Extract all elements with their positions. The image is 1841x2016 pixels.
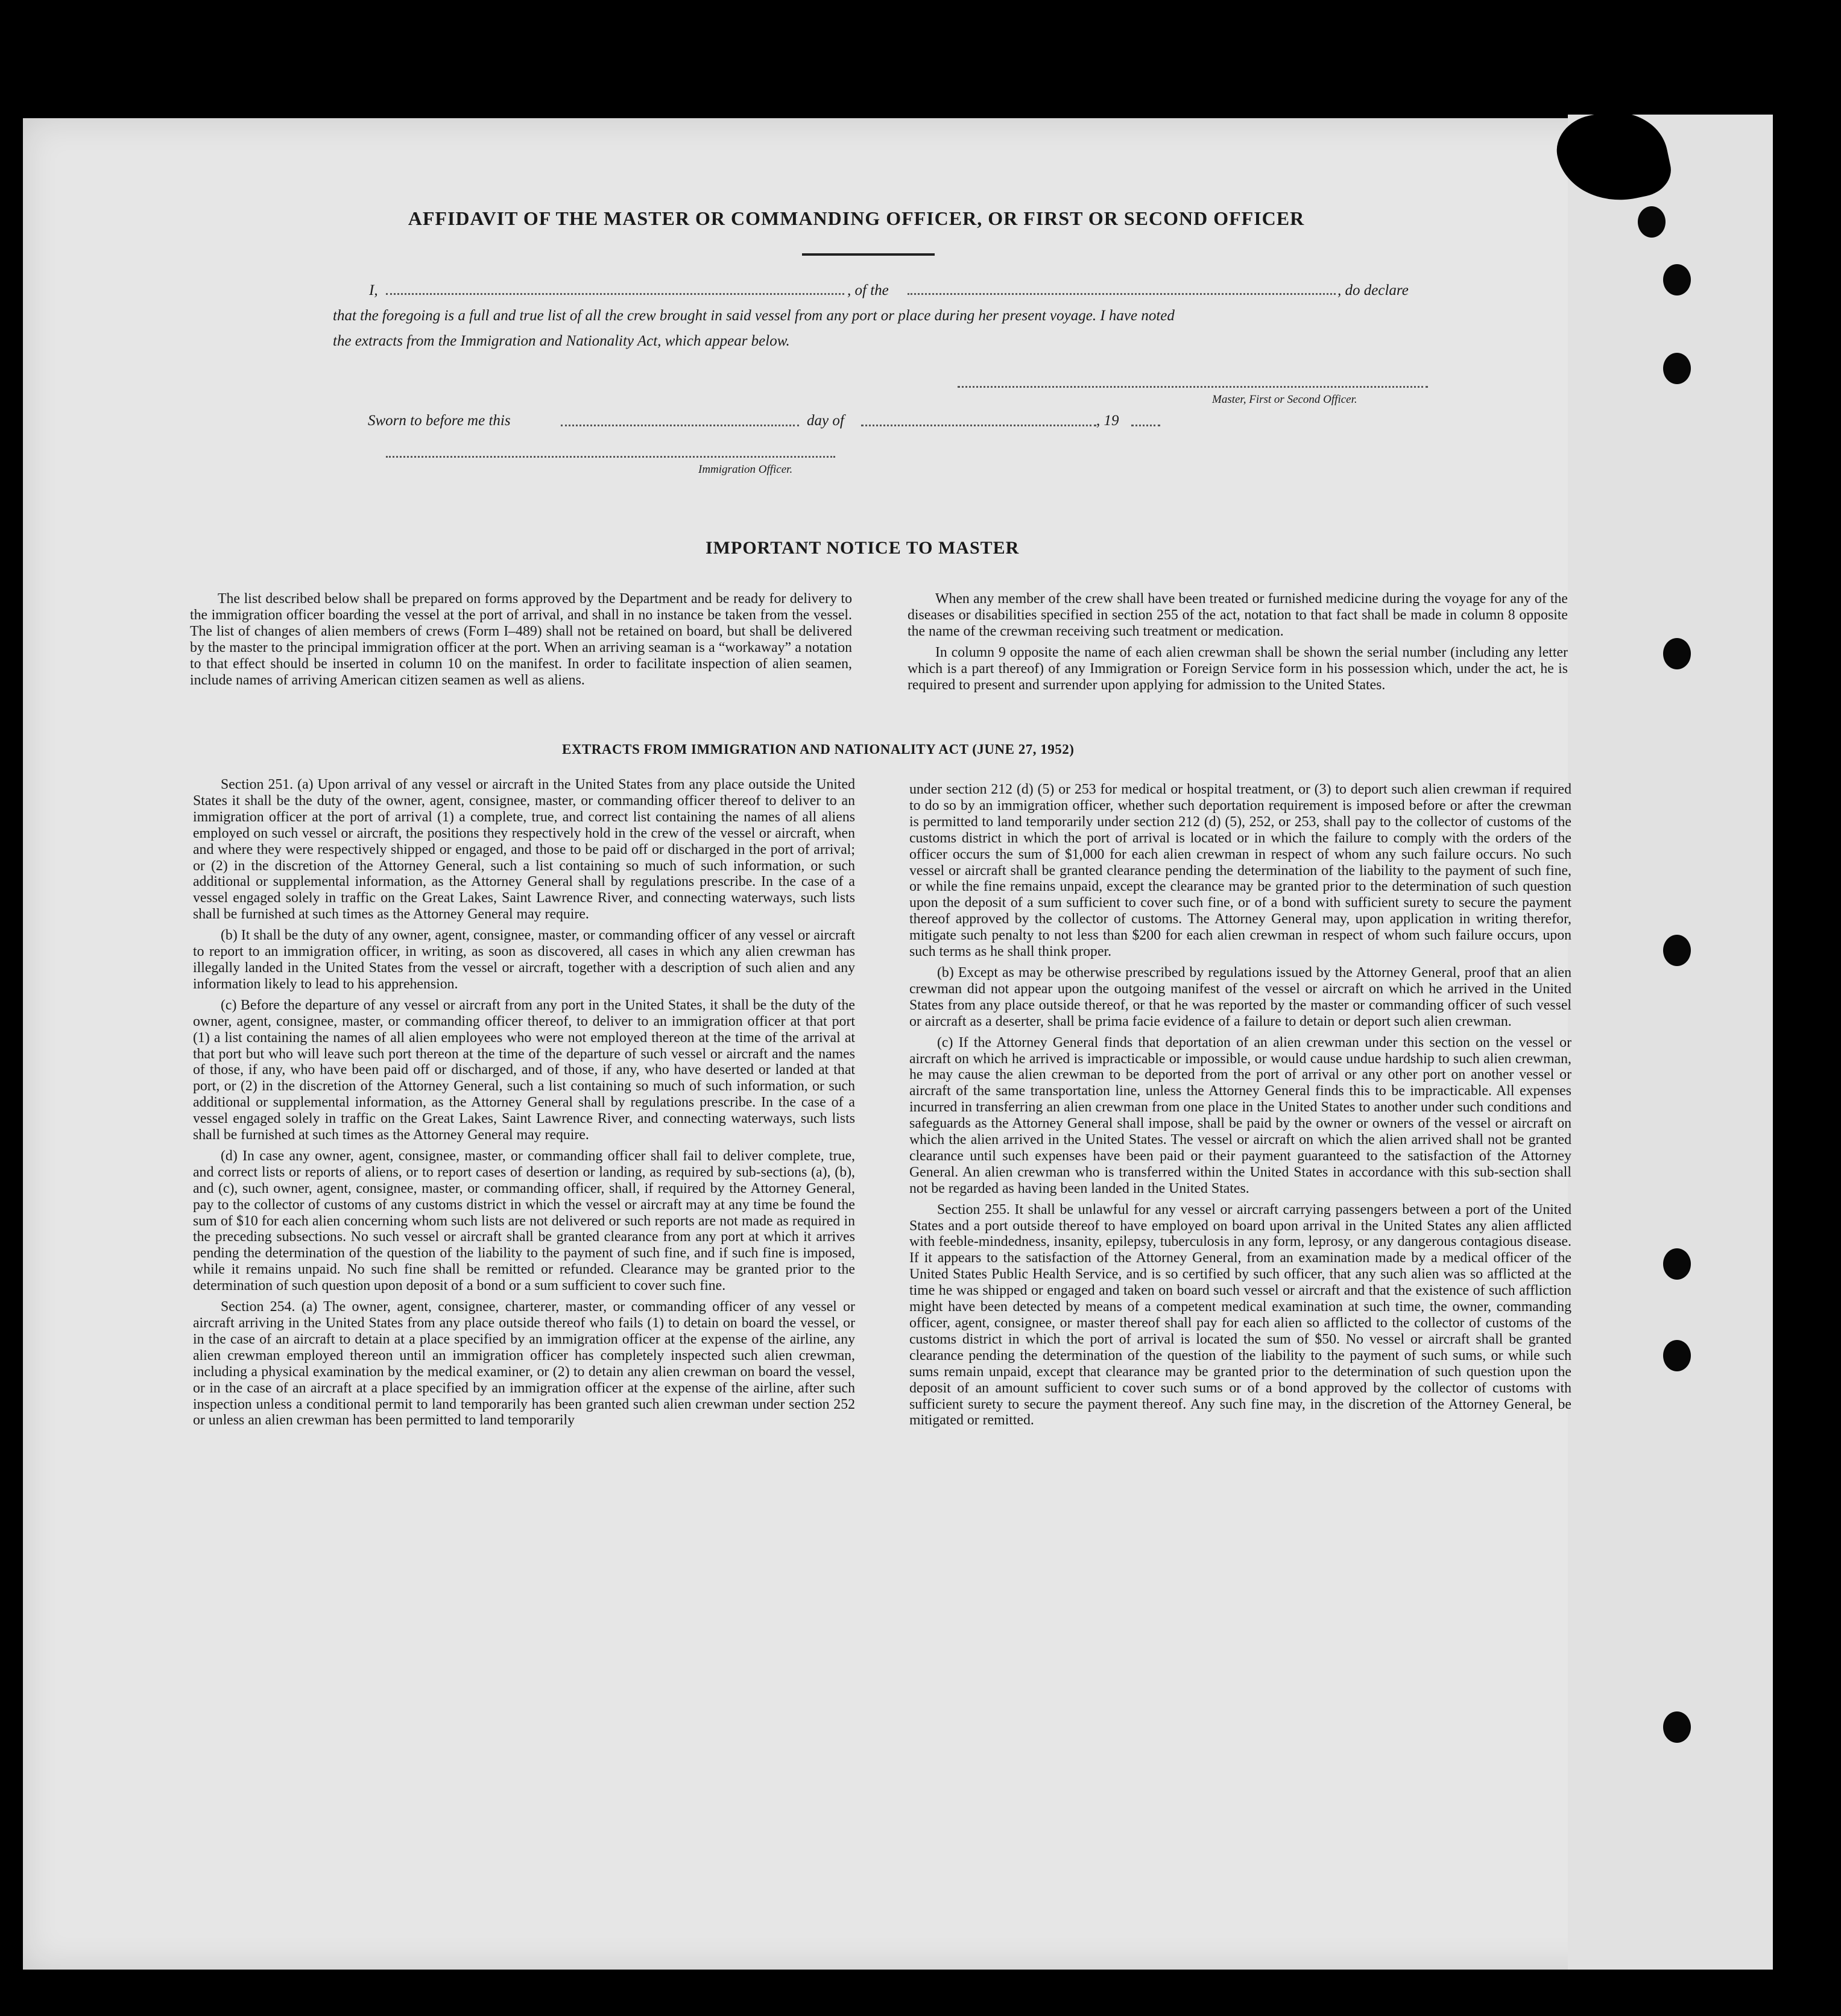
notice-right-column [908, 591, 1568, 698]
punch-hole-icon [1663, 935, 1691, 966]
extract-left-0: Section 251. (a) Upon arrival of any vessel or aircraft in the United States from any place outside the United States it shall be the duty of the owner, agent, consignee, master, or commanding officer thereof to deliver to an immigration officer at the port of arrival (1) a complete, true, and correct list containing the names of all aliens employed on such vessel or aircraft, the positions they respectively hold in the crew of the vessel or aircraft, when and where they were respectively shipped or engaged, and those to be paid off or discharged in the port of arrival; or (2) in the discretion of the Attorney General, such a list containing so much of such information, or such additional or supplemental information, as the Attorney General shall by regulations prescribe. In the case of a vessel engaged solely in traffic on the Great Lakes, Saint Lawrence River, and connecting waterways, such lists shall be furnished at such times as the Attorney General may require. [193, 777, 855, 923]
affidavit-i-label: I, [369, 282, 378, 299]
title-rule [802, 253, 935, 256]
extract-left-3: (d) In case any owner, agent, consignee, master, or commanding officer shall fail to deliver complete, true, and correct lists or reports of aliens, or to report cases of desertion or landing, as required by sub-sections (a), (b), and (c), such owner, agent, consignee, master, or commanding officer, shall, if required by the Attorney General, pay to the collector of customs of any customs district in which the vessel or aircraft may at any time be found the sum of $10 for each alien concerning whom such lists are not delivered or such reports are not made as required in the preceding subsections. No such vessel or aircraft shall be granted clearance from any port at which it arrives pending the determination of the question of the liability to the payment of such fine, and if such fine is imposed, while it remains unpaid. No such fine shall be remitted or refunded. Clearance may be granted prior to the determination of such question upon deposit of a bond or a sum sufficient to cover such fine. [193, 1148, 855, 1294]
punch-hole-icon [1663, 638, 1691, 669]
master-signature-line[interactable] [958, 386, 1428, 388]
page-right-margin [1568, 115, 1773, 1970]
punch-hole-icon [1638, 206, 1666, 238]
sworn-year-field[interactable] [1131, 425, 1160, 426]
extracts-left-column [193, 777, 855, 1433]
punch-hole-icon [1663, 1711, 1691, 1743]
notice-left-column [190, 591, 852, 693]
extract-left-1: (b) It shall be the duty of any owner, agent, consignee, master, or commanding officer of any vessel or aircraft to report to an immigration officer, in writing, as soon as discovered, all cases in which any alien crewman has illegally landed in the United States from the vessel or aircraft, together with a description of such alien and any information likely to lead to his apprehension. [193, 927, 855, 992]
officer-signature-line[interactable] [386, 456, 835, 458]
declaration-line-1: that the foregoing is a full and true list of all the crew brought in said vessel from any port or place during her present voyage. I have noted [333, 308, 1175, 324]
sworn-day-field[interactable] [561, 425, 799, 426]
notice-title: IMPORTANT NOTICE TO MASTER [706, 538, 1020, 558]
notice-left-paragraph: The list described below shall be prepared on forms approved by the Department and be ready for delivery to the immigration officer boarding the vessel at the port of arrival, and shall in no instance be taken from the vessel. The list of changes of alien members of crews (Form I–489) shall not be retained on board, but shall be delivered by the master to the principal immigration officer at the port. When an arriving seaman is a “workaway” a notation to that effect should be inserted in column 10 on the manifest. In order to facilitate inspection of alien seamen, include names of arriving American citizen seamen as well as aliens. [190, 591, 852, 688]
extracts-title: EXTRACTS FROM IMMIGRATION AND NATIONALITY ACT (JUNE 27, 1952) [562, 742, 1075, 757]
notice-right-paragraph-1: When any member of the crew shall have been treated or furnished medicine during the voyage for any of the diseases or disabilities specified in section 255 of the act, notation to that fact shall be made in column 8 opposite the name of the crewman receiving such treatment or medication. [908, 591, 1568, 639]
name-field[interactable] [386, 293, 844, 295]
master-caption: Master, First or Second Officer. [1212, 393, 1357, 406]
extract-right-1: (b) Except as may be otherwise prescribed by regulations issued by the Attorney General, proof that an alien crewman did not appear upon the outgoing manifest of the vessel or aircraft on which he arrived in the United States from any place outside thereof, or that he was reported by the master or commanding officer of such vessel or aircraft as a deserter, shall be prima facie evidence of a failure to detain or deport such alien crewman. [909, 964, 1571, 1029]
sworn-label: Sworn to before me this [368, 412, 511, 429]
do-declare-label: , do declare [1337, 282, 1409, 299]
vessel-field[interactable] [908, 293, 1336, 295]
year-prefix: , 19 [1096, 412, 1119, 429]
punch-hole-icon [1663, 264, 1691, 295]
day-of-label: day of [807, 412, 844, 429]
extract-right-2: (c) If the Attorney General finds that deportation of an alien crewman under this section on the vessel or aircraft on which he arrived is impracticable or impossible, or would cause undue hardship to such alien crewman, he may cause the alien crewman to be deported from the port of arrival or any other port on another vessel or aircraft of the same transportation line, unless the Attorney General finds this to be impracticable. All expenses incurred in transferring an alien crewman from one place in the United States to another under such conditions and safeguards as the Attorney General shall impose, shall be paid by the owner or owners of the vessel or aircraft on which the alien arrived in the United States. The vessel or aircraft on which the alien arrived shall not be granted clearance until such expenses have been paid or their payment guaranteed to the satisfaction of the Attorney General. An alien crewman who is transferred within the United States in accordance with this sub-section shall not be regarded as having been landed in the United States. [909, 1034, 1571, 1196]
punch-hole-icon [1663, 1340, 1691, 1371]
of-the-label: , of the [847, 282, 889, 299]
sworn-month-field[interactable] [861, 425, 1096, 426]
officer-caption: Immigration Officer. [698, 463, 793, 476]
punch-hole-icon [1663, 353, 1691, 384]
extract-right-3: Section 255. It shall be unlawful for any vessel or aircraft carrying passengers between a port of the United States and a port outside thereof to have employed on board upon arrival in the United States any alien afflicted with feeble-mindedness, insanity, epilepsy, tuberculosis in any form, leprosy, or any dangerous contagious disease. If it appears to the satisfaction of the Attorney General, from an examination made by a medical officer of the United States Public Health Service, and is so certified by such officer, that any such alien was so afflicted at the time he was shipped or engaged and taken on board such vessel or aircraft and that the existence of such affliction might have been detected by means of a competent medical examination at such time, the owner, commanding officer, agent, consignee, or master thereof shall pay for each alien so afflicted to the collector of customs of the customs district in which the port of arrival is located the sum of $50. No vessel or aircraft shall be granted clearance pending the determination of the question of the liability to the payment of such sums, or while such sums remain unpaid, except that clearance may be granted prior to the determination of such question upon the deposit of an amount sufficient to cover such sums or of a bond approved by the collector of customs with sufficient surety to secure the payment thereof. Any such fine may, in the discretion of the Attorney General, be mitigated or remitted. [909, 1201, 1571, 1429]
extract-right-0: under section 212 (d) (5) or 253 for medical or hospital treatment, or (3) to deport such alien crewman if required to do so by an immigration officer, whether such deportation requirement is imposed before or after the crewman is permitted to land temporarily under section 212 (d) (5), 252, or 253, shall pay to the collector of customs of the customs district in which the port of arrival is located or in which the failure to comply with the orders of the officer occurs the sum of $1,000 for each alien crewman in respect of whom any such failure occurs. No such vessel or aircraft shall be granted clearance pending the determination of the liability to the payment of such fine, or while the fine remains unpaid, except the clearance may be granted prior to the determination of such question upon the deposit of a sum sufficient to cover such fine, or of a bond with sufficient surety to secure the payment thereof approved by the collector of customs. The Attorney General may, upon application in writing therefor, mitigate such penalty to not less than $200 for each alien crewman in respect of whom such failure occurs, upon such terms as he shall think proper. [909, 782, 1571, 960]
extract-left-2: (c) Before the departure of any vessel or aircraft from any port in the United States, it shall be the duty of the owner, agent, consignee, master, or commanding officer thereof, to deliver to an immigration officer at that port (1) a list containing the names of all alien employees who were not employed thereon at the time of the arrival at that port but who will leave such port thereon at the time of the departure of such vessel or aircraft and the names of those, if any, who have been paid off or discharged, and of those, if any, who have deserted or landed at that port, or (2) in the discretion of the Attorney General, such a list containing so much of such information, or such additional or supplemental information, as the Attorney General shall by regulations prescribe. In the case of a vessel engaged solely in traffic on the Great Lakes, Saint Lawrence River, and connecting waterways, such lists shall be furnished at such times as the Attorney General may require. [193, 997, 855, 1143]
extract-left-4: Section 254. (a) The owner, agent, consignee, charterer, master, or commanding officer of any vessel or aircraft arriving in the United States from any place outside thereof who fails (1) to detain on board the vessel, or in the case of an aircraft to detain at a place specified by an immigration officer at the expense of the airline, any alien crewman employed thereon until an immigration officer has completely inspected such alien crewman, including a physical examination by the medical examiner, or (2) to detain any alien crewman on board the vessel, or in the case of an aircraft at a place specified by an immigration officer at the expense of the airline, after such inspection unless a conditional permit to land temporarily has been granted such alien crewman under section 252 or unless an alien crewman has been permitted to land temporarily [193, 1299, 855, 1429]
declaration-line-2: the extracts from the Immigration and Nationality Act, which appear below. [333, 333, 790, 349]
notice-right-paragraph-2: In column 9 opposite the name of each alien crewman shall be shown the serial number (including any letter which is a part thereof) of any Immigration or Foreign Service form in his possession which, under the act, he is required to present and surrender upon applying for admission to the United States. [908, 644, 1568, 693]
extracts-right-column [909, 782, 1571, 1433]
punch-hole-icon [1663, 1248, 1691, 1280]
affidavit-title: AFFIDAVIT OF THE MASTER OR COMMANDING OFFICER, OR FIRST OR SECOND OFFICER [408, 207, 1305, 229]
